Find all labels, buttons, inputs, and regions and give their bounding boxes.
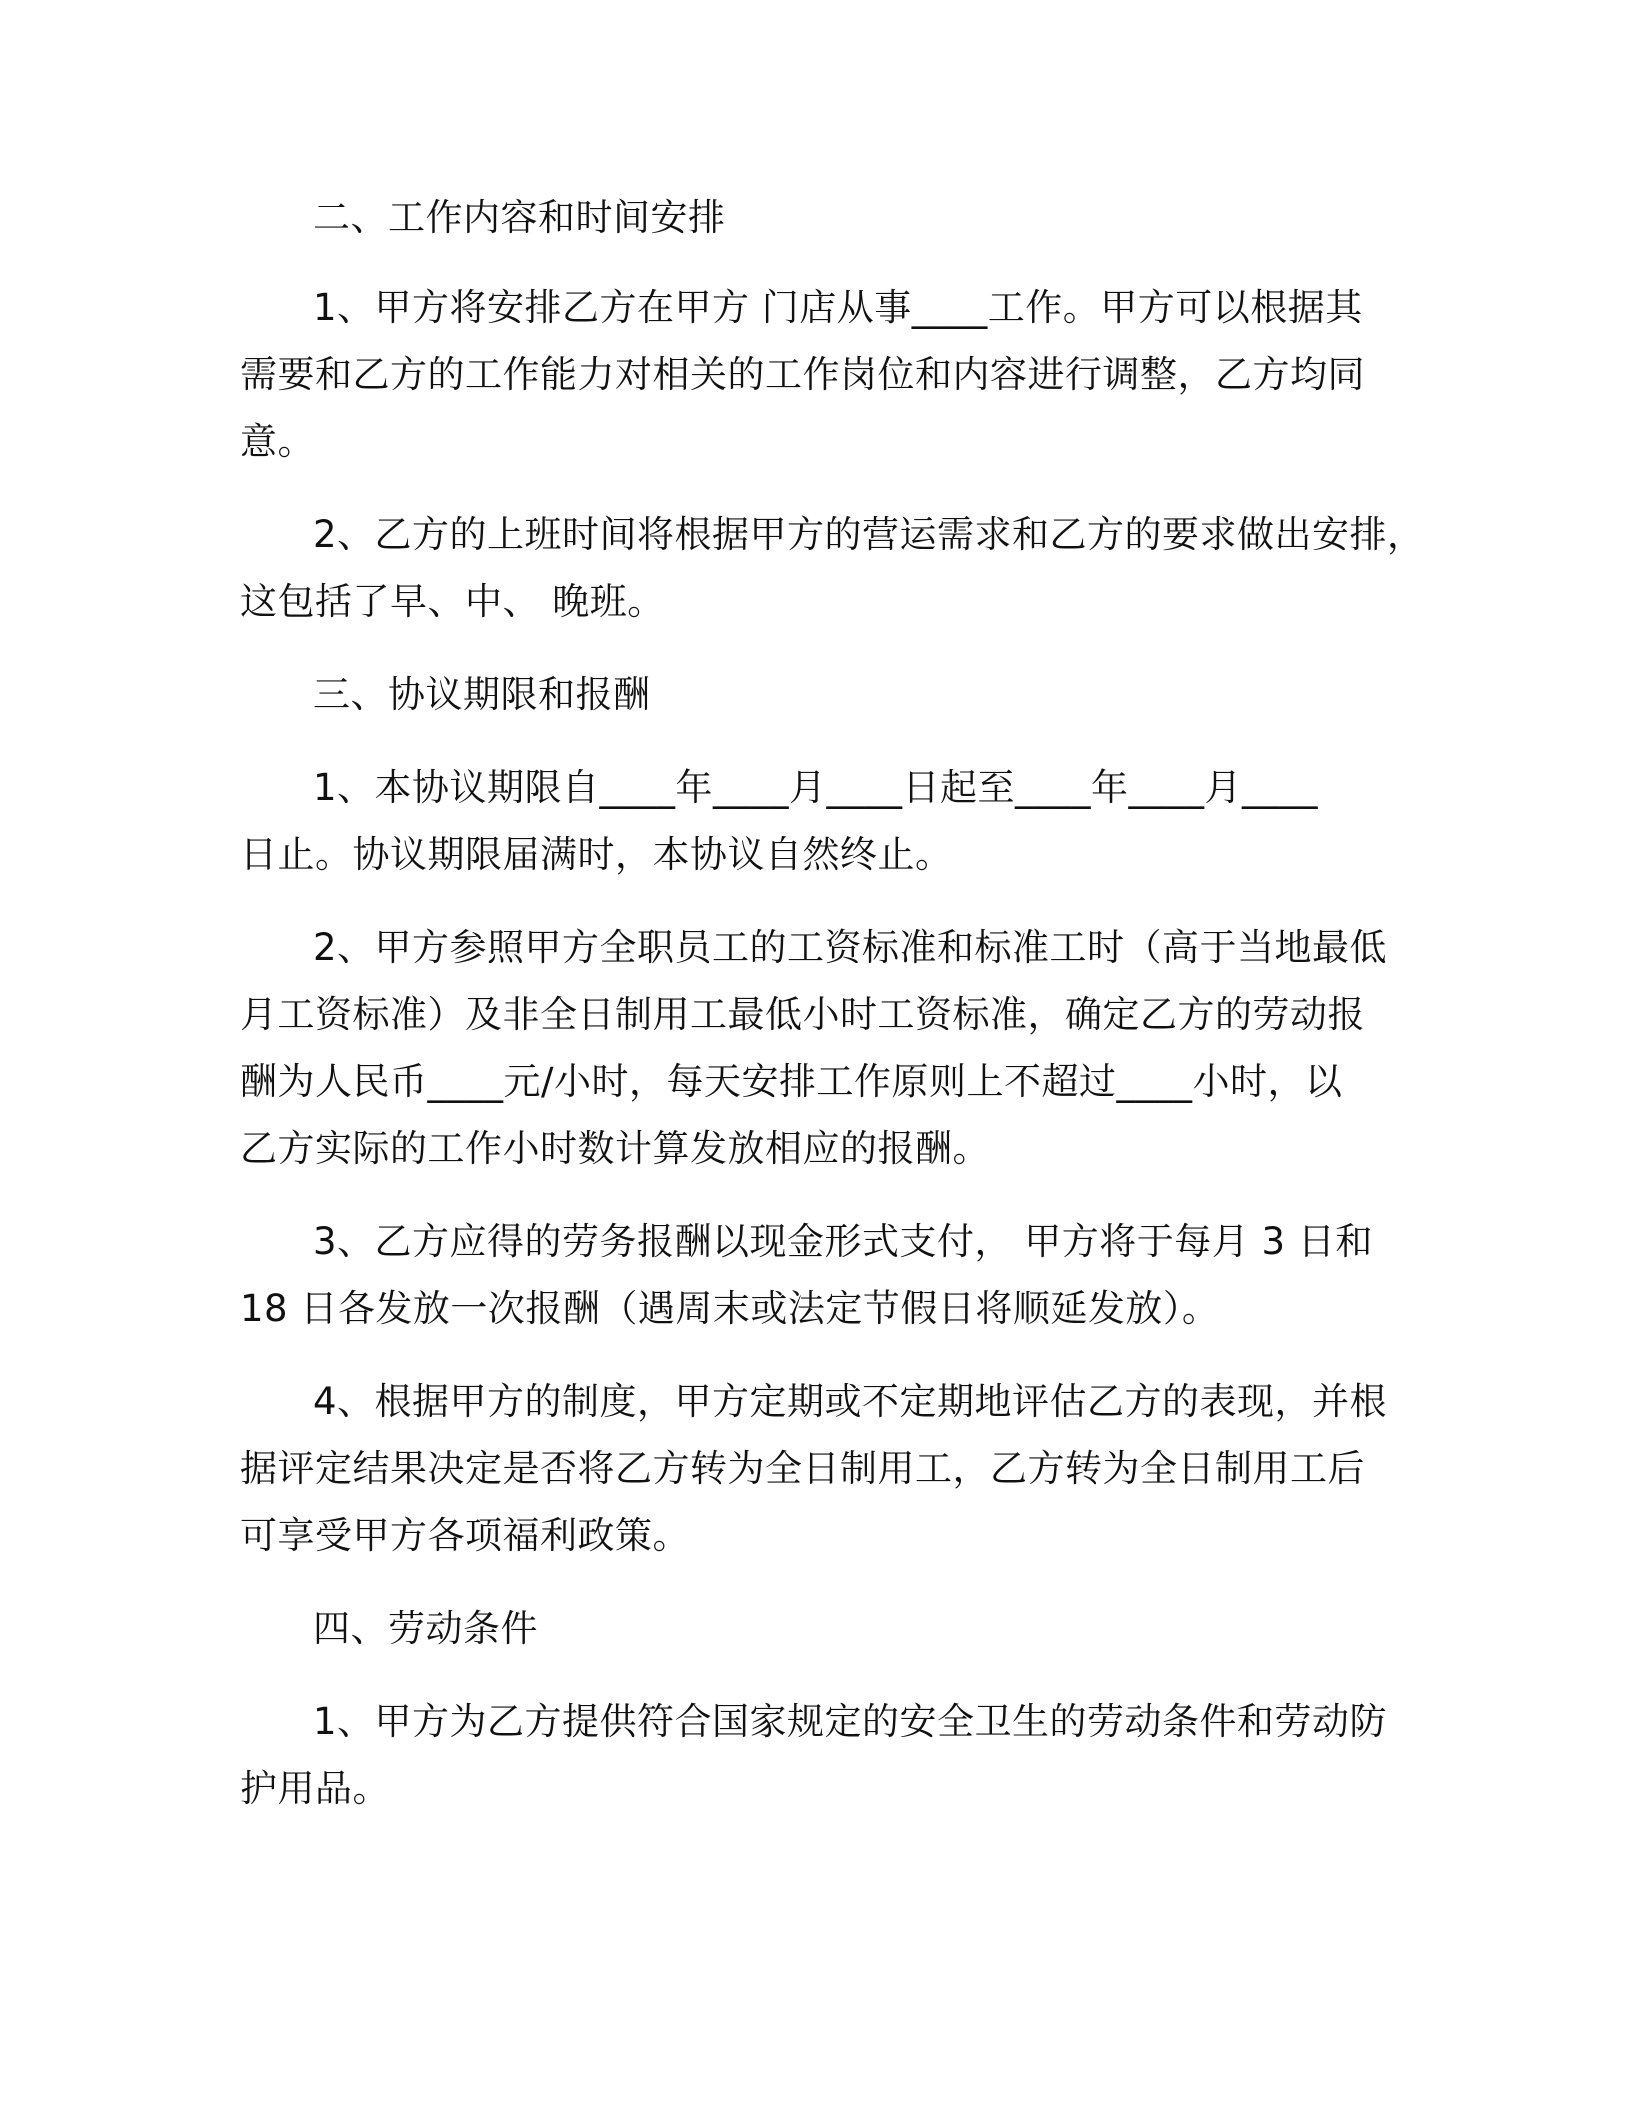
section-2-item-2-line-1: 2、乙方的上班时间将根据甲方的营运需求和乙方的要求做出安排，	[313, 513, 1425, 556]
section-3-item-4-line-3: 可享受甲方各项福利政策。	[240, 1514, 690, 1557]
section-3-heading: 三、协议期限和报酬	[313, 673, 651, 716]
section-2-heading: 二、工作内容和时间安排	[313, 196, 726, 239]
section-3-item-3-line-1: 3、乙方应得的劳务报酬以现金形式支付， 甲方将于每月 3 日和	[313, 1220, 1373, 1263]
section-3-item-4-line-1: 4、根据甲方的制度，甲方定期或不定期地评估乙方的表现，并根	[313, 1380, 1388, 1423]
section-3-item-2-line-3: 酬为人民币____元/小时，每天安排工作原则上不超过____小时，以	[240, 1060, 1343, 1103]
section-3-item-2-line-2: 月工资标准）及非全日制用工最低小时工资标准，确定乙方的劳动报	[240, 993, 1365, 1036]
section-3-item-2-line-4: 乙方实际的工作小时数计算发放相应的报酬。	[240, 1127, 990, 1170]
section-4-item-1-line-1: 1、甲方为乙方提供符合国家规定的安全卫生的劳动条件和劳动防	[313, 1700, 1388, 1743]
section-3-item-2-line-1: 2、甲方参照甲方全职员工的工资标准和标准工时（高于当地最低	[313, 926, 1388, 969]
section-3-item-1-line-2: 日止。协议期限届满时，本协议自然终止。	[240, 833, 953, 876]
section-2-item-2-line-2: 这包括了早、中、 晚班。	[240, 580, 665, 623]
section-4-item-1-line-2: 护用品。	[240, 1767, 390, 1810]
section-3-item-4-line-2: 据评定结果决定是否将乙方转为全日制用工，乙方转为全日制用工后	[240, 1447, 1365, 1490]
section-4-heading: 四、劳动条件	[313, 1607, 538, 1650]
section-2-item-1-line-3: 意。	[240, 420, 315, 463]
section-3-item-3-line-2: 18 日各发放一次报酬（遇周末或法定节假日将顺延发放）。	[240, 1287, 1220, 1330]
section-2-item-1-line-2: 需要和乙方的工作能力对相关的工作岗位和内容进行调整，乙方均同	[240, 353, 1365, 396]
section-2-item-1-line-1: 1、甲方将安排乙方在甲方 门店从事____工作。甲方可以根据其	[313, 286, 1363, 329]
section-3-item-1-line-1: 1、本协议期限自____年____月____日起至____年____月____	[313, 766, 1319, 809]
